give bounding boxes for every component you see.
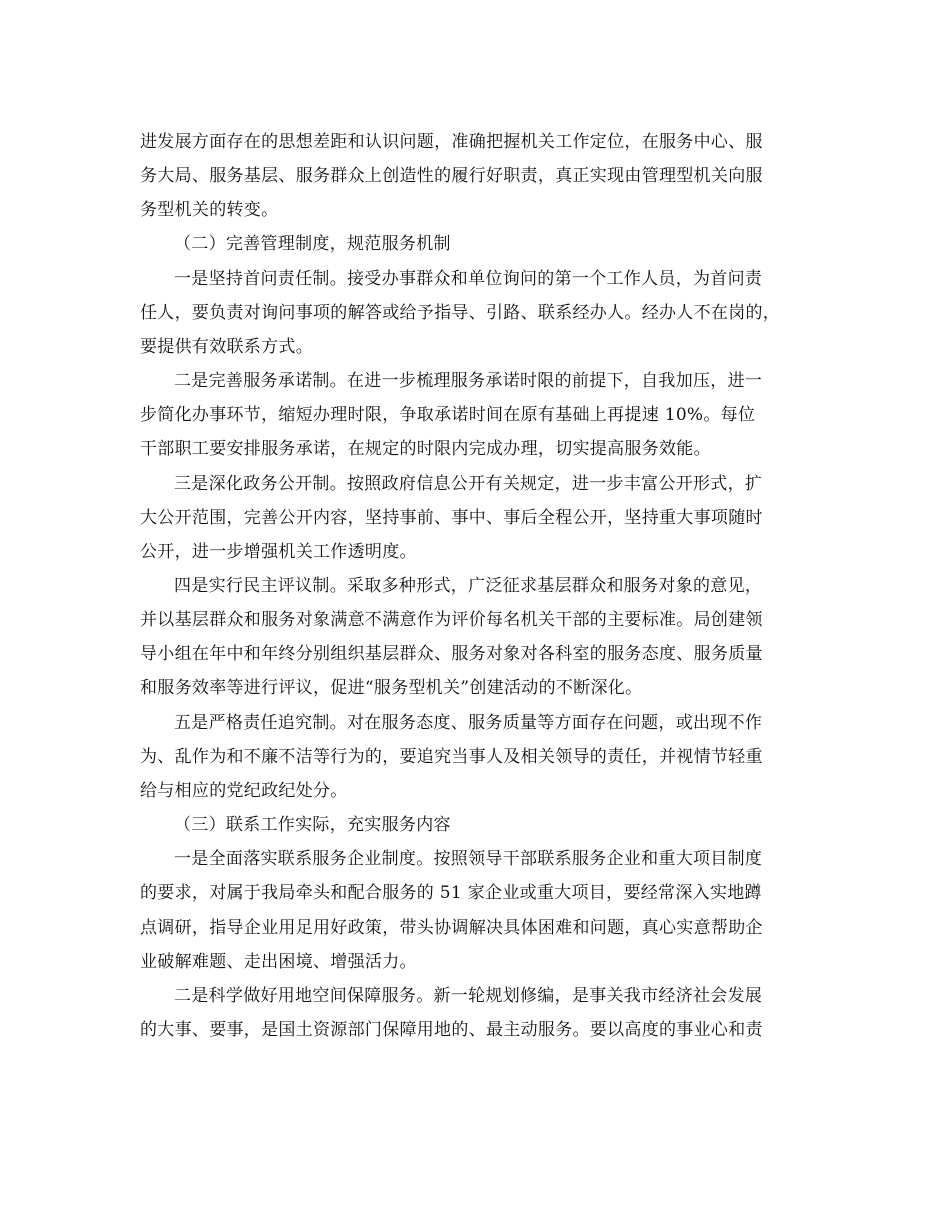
body-line: 四是实行民主评议制。采取多种形式，广泛征求基层群众和服务对象的意见，	[174, 576, 763, 596]
body-line: 的大事、要事，是国土资源部门保障用地的、最主动服务。要以高度的事业心和责	[140, 1020, 763, 1040]
body-line: 干部职工要安排服务承诺，在规定的时限内完成办理，切实提高服务效能。	[140, 439, 711, 459]
body-line: 为、乱作为和不廉不洁等行为的，要追究当事人及相关领导的责任，并视情节轻重	[140, 747, 763, 767]
body-line: 务型机关的转变。	[140, 200, 279, 220]
section-heading: （三）联系工作实际，充实服务内容	[174, 815, 451, 835]
body-line: 五是严格责任追究制。对在服务态度、服务质量等方面存在问题，或出现不作	[174, 713, 763, 733]
body-line: 一是坚持首问责任制。接受办事群众和单位询问的第一个工作人员，为首问责	[174, 269, 763, 289]
body-line: 进发展方面存在的思想差距和认识问题，准确把握机关工作定位，在服务中心、服	[140, 132, 763, 152]
body-line: 的要求，对属于我局牵头和配合服务的 51 家企业或重大项目，要经常深入实地蹲	[140, 883, 762, 903]
body-line: 给与相应的党纪政纪处分。	[140, 781, 348, 801]
section-heading: （二）完善管理制度，规范服务机制	[174, 234, 451, 254]
body-line: 任人，要负责对询问事项的解答或给予指导、引路、联系经办人。经办人不在岗的，	[140, 303, 781, 323]
body-line: 业破解难题、走出困境、增强活力。	[140, 952, 417, 972]
body-line: 步简化办事环节，缩短办理时限，争取承诺时间在原有基础上再提速 10%。每位	[140, 405, 756, 425]
body-line: 和服务效率等进行评议，促进“服务型机关”创建活动的不断深化。	[140, 678, 643, 698]
body-line: 大公开范围，完善公开内容，坚持事前、事中、事后全程公开，坚持重大事项随时	[140, 508, 763, 528]
body-line: 要提供有效联系方式。	[140, 337, 313, 357]
body-line: 公开，进一步增强机关工作透明度。	[140, 542, 417, 562]
body-line: 务大局、服务基层、服务群众上创造性的履行好职责，真正实现由管理型机关向服	[140, 166, 763, 186]
body-line: 点调研，指导企业用足用好政策，带头协调解决具体困难和问题，真心实意帮助企	[140, 918, 763, 938]
body-line: 三是深化政务公开制。按照政府信息公开有关规定，进一步丰富公开形式，扩	[174, 474, 763, 494]
body-line: 二是科学做好用地空间保障服务。新一轮规划修编，是事关我市经济社会发展	[174, 986, 763, 1006]
body-line: 一是全面落实联系服务企业制度。按照领导干部联系服务企业和重大项目制度	[174, 849, 763, 869]
body-line: 二是完善服务承诺制。在进一步梳理服务承诺时限的前提下，自我加压，进一	[174, 371, 763, 391]
body-line: 导小组在年中和年终分别组织基层群众、服务对象对各科室的服务态度、服务质量	[140, 644, 763, 664]
body-line: 并以基层群众和服务对象满意不满意作为评价每名机关干部的主要标准。局创建领	[140, 610, 763, 630]
